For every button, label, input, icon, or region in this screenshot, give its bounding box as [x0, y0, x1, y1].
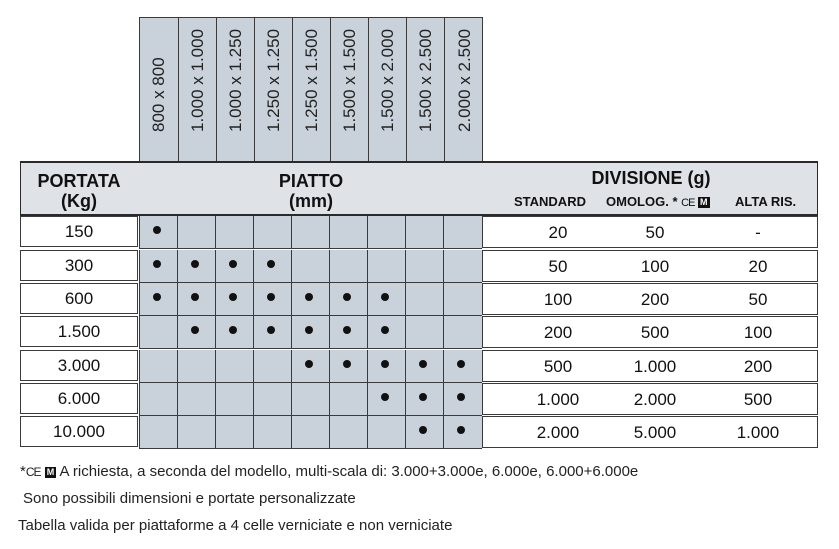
standard-value: 500 — [543, 357, 573, 376]
available-dot-icon — [381, 360, 389, 368]
compat-cell — [443, 250, 482, 283]
standard-value: 50 — [548, 257, 568, 276]
plate-size-label: 1.000 x 1.250 — [226, 28, 245, 132]
table-row — [20, 283, 818, 316]
footnote-multiscale: *CE M A richiesta, a seconda del modello, multi-scala di: 3.000+3.000e, 6.000e, 6.000+6.000e — [20, 463, 639, 480]
available-dot-icon — [267, 293, 275, 301]
compat-cell — [367, 350, 405, 383]
compat-cell — [253, 216, 291, 249]
compat-cell — [329, 216, 367, 249]
compat-cell — [215, 216, 253, 249]
compat-cell — [367, 416, 405, 449]
plate-size-col-3 — [254, 18, 293, 162]
table-row — [20, 416, 818, 449]
compat-cell — [291, 283, 329, 316]
compat-cell — [139, 316, 177, 349]
compat-cell — [139, 283, 177, 316]
alta-value: 200 — [743, 357, 773, 376]
compat-cell — [443, 283, 482, 316]
divisione-values — [482, 350, 818, 382]
compat-cell — [443, 216, 482, 249]
available-dot-icon — [229, 260, 237, 268]
available-dot-icon — [305, 293, 313, 301]
available-dot-icon — [305, 360, 313, 368]
available-dot-icon — [457, 393, 465, 401]
plate-size-col-5 — [330, 18, 369, 162]
plate-compat-cells — [139, 383, 482, 416]
compat-cell — [367, 383, 405, 416]
plate-size-col-2 — [216, 18, 255, 162]
compat-cell — [405, 416, 443, 449]
table-row — [20, 250, 818, 283]
omolog-col-header: OMOLOG. * CE M — [606, 194, 708, 209]
compat-cell — [443, 383, 482, 416]
compat-cell — [177, 216, 215, 249]
available-dot-icon — [229, 293, 237, 301]
compat-cell — [291, 383, 329, 416]
available-dot-icon — [381, 326, 389, 334]
plate-size-header — [139, 17, 483, 162]
plate-size-label: 2.000 x 2.500 — [454, 28, 474, 132]
m-metrology-icon: M — [700, 197, 708, 207]
standard-value: 20 — [548, 223, 568, 242]
compat-cell — [215, 250, 253, 283]
compat-cell — [405, 383, 443, 416]
compat-cell — [443, 416, 482, 449]
compat-cell — [367, 250, 405, 283]
plate-size-label: 1.500 x 2.000 — [378, 28, 397, 132]
m-metrology-icon: M — [46, 467, 55, 477]
divisione-header: DIVISIONE (g) — [591, 168, 711, 188]
alta-col-header: ALTA RIS. — [735, 194, 797, 209]
plate-compat-cells — [139, 283, 482, 316]
portata-header: PORTATA (Kg) — [37, 171, 121, 211]
available-dot-icon — [153, 260, 161, 268]
available-dot-icon — [343, 326, 351, 334]
available-dot-icon — [419, 426, 427, 434]
table-header — [20, 161, 818, 216]
compat-cell — [367, 216, 405, 249]
table-row — [20, 383, 818, 416]
available-dot-icon — [381, 393, 389, 401]
divisione-values — [482, 383, 818, 415]
divisione-values — [482, 216, 818, 248]
ce-icon: CE — [25, 465, 41, 479]
compat-cell — [329, 316, 367, 349]
alta-value: 500 — [743, 390, 773, 409]
compat-cell — [405, 250, 443, 283]
alta-value: 100 — [743, 323, 773, 342]
standard-value: 100 — [543, 290, 573, 309]
plate-compat-cells — [139, 316, 482, 349]
compat-cell — [291, 216, 329, 249]
divisione-values — [482, 416, 818, 448]
compat-cell — [405, 350, 443, 383]
omolog-value: 5.000 — [633, 423, 677, 442]
omolog-value: 2.000 — [633, 390, 677, 409]
available-dot-icon — [419, 393, 427, 401]
compat-cell — [291, 416, 329, 449]
available-dot-icon — [305, 326, 313, 334]
portata-value: 600 — [20, 283, 138, 314]
compat-cell — [177, 350, 215, 383]
plate-compat-cells — [139, 416, 482, 449]
alta-value: - — [755, 223, 761, 242]
available-dot-icon — [267, 260, 275, 268]
omolog-value: 500 — [640, 323, 670, 342]
compat-cell — [215, 383, 253, 416]
compat-cell — [215, 283, 253, 316]
plate-size-label: 1.250 x 1.250 — [264, 28, 283, 132]
alta-value: 20 — [748, 257, 768, 276]
plate-size-label: 1.000 x 1.000 — [188, 28, 207, 132]
compat-cell — [177, 283, 215, 316]
footnote-custom: Sono possibili dimensioni e portate personalizzate — [23, 490, 356, 507]
omolog-value: 50 — [645, 223, 665, 242]
standard-value: 1.000 — [536, 390, 580, 409]
available-dot-icon — [229, 326, 237, 334]
compat-cell — [253, 283, 291, 316]
portata-value: 300 — [20, 250, 138, 281]
portata-value: 10.000 — [20, 416, 138, 447]
standard-value: 2.000 — [536, 423, 580, 442]
compat-cell — [329, 283, 367, 316]
compat-cell — [253, 383, 291, 416]
available-dot-icon — [191, 326, 199, 334]
available-dot-icon — [343, 360, 351, 368]
available-dot-icon — [381, 293, 389, 301]
standard-col-header: STANDARD — [514, 194, 586, 209]
available-dot-icon — [419, 360, 427, 368]
compat-cell — [139, 416, 177, 449]
compat-cell — [291, 250, 329, 283]
portata-value: 3.000 — [20, 350, 138, 381]
available-dot-icon — [457, 426, 465, 434]
compat-cell — [139, 216, 177, 249]
table-row — [20, 316, 818, 349]
plate-compat-cells — [139, 250, 482, 283]
compat-cell — [253, 316, 291, 349]
omolog-value: 1.000 — [633, 357, 677, 376]
compat-cell — [215, 416, 253, 449]
plate-size-col-7 — [406, 18, 445, 162]
plate-size-col-1 — [178, 18, 217, 162]
compat-cell — [215, 350, 253, 383]
plate-compat-cells — [139, 350, 482, 383]
plate-size-col-6 — [368, 18, 407, 162]
divisione-values — [482, 316, 818, 348]
plate-size-col-0 — [140, 18, 178, 162]
portata-value: 150 — [20, 216, 138, 247]
plate-compat-cells — [139, 216, 482, 249]
compat-cell — [253, 416, 291, 449]
compat-cell — [253, 250, 291, 283]
compat-cell — [177, 250, 215, 283]
compat-cell — [443, 350, 482, 383]
ce-icon: CE — [681, 197, 695, 209]
table-row — [20, 350, 818, 383]
portata-value: 1.500 — [20, 316, 138, 347]
portata-value: 6.000 — [20, 383, 138, 414]
compat-cell — [329, 416, 367, 449]
compat-cell — [177, 416, 215, 449]
compat-cell — [405, 216, 443, 249]
compat-cell — [405, 316, 443, 349]
available-dot-icon — [343, 293, 351, 301]
plate-size-label: 1.500 x 1.500 — [340, 28, 359, 132]
compat-cell — [367, 283, 405, 316]
compat-cell — [329, 383, 367, 416]
table-row — [20, 216, 818, 249]
divisione-values — [482, 283, 818, 315]
plate-size-label: 1.250 x 1.500 — [302, 28, 321, 132]
alta-value: 1.000 — [736, 423, 780, 442]
compat-cell — [139, 250, 177, 283]
available-dot-icon — [267, 326, 275, 334]
divisione-values — [482, 250, 818, 282]
compat-cell — [329, 350, 367, 383]
omolog-value: 200 — [640, 290, 670, 309]
omolog-value: 100 — [640, 257, 670, 276]
compat-cell — [177, 383, 215, 416]
standard-value: 200 — [543, 323, 573, 342]
compat-cell — [367, 316, 405, 349]
available-dot-icon — [153, 293, 161, 301]
compat-cell — [139, 350, 177, 383]
compat-cell — [215, 316, 253, 349]
compat-cell — [291, 316, 329, 349]
plate-size-col-4 — [292, 18, 331, 162]
compat-cell — [291, 350, 329, 383]
available-dot-icon — [153, 226, 161, 234]
available-dot-icon — [191, 260, 199, 268]
compat-cell — [253, 350, 291, 383]
compat-cell — [405, 283, 443, 316]
footnote-validity: Tabella valida per piattaforme a 4 celle verniciate e non verniciate — [18, 517, 453, 534]
compat-cell — [139, 383, 177, 416]
plate-size-col-8 — [444, 18, 484, 162]
available-dot-icon — [191, 293, 199, 301]
compat-cell — [329, 250, 367, 283]
alta-value: 50 — [748, 290, 768, 309]
compat-cell — [443, 316, 482, 349]
available-dot-icon — [457, 360, 465, 368]
plate-size-label: 800 x 800 — [149, 57, 168, 132]
compat-cell — [177, 316, 215, 349]
piatto-header: PIATTO (mm) — [278, 171, 344, 211]
plate-size-label: 1.500 x 2.500 — [416, 28, 435, 132]
